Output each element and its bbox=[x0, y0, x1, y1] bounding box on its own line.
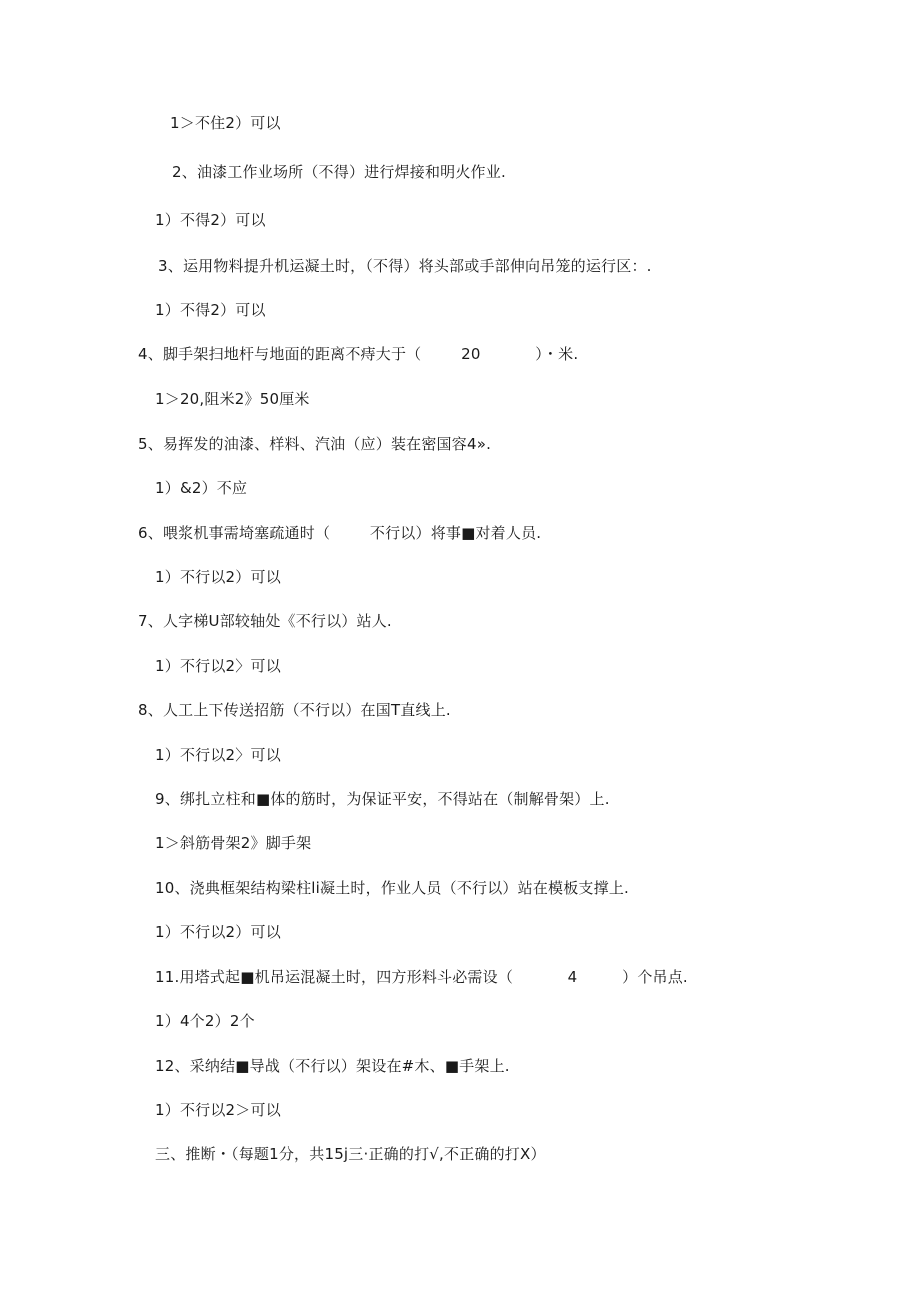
question-11: 11.用塔式起■机吊运混凝土时，四方形料斗必需设（ 4 ）个吊点. bbox=[155, 968, 688, 986]
answer-line-11: 1）4个2）2个 bbox=[155, 1012, 255, 1030]
question-3: 3、运用物料提升机运凝土时，（不得）将头部或手部伸向吊笼的运行区：. bbox=[158, 257, 652, 275]
question-10: 10、浇典框架结构梁柱li凝土时，作业人员（不行以）站在模板支撑上. bbox=[155, 879, 629, 897]
answer-line-8: 1）不行以2〉可以 bbox=[155, 746, 281, 764]
question-12: 12、采纳结■导战（不行以）架设在#木、■手架上. bbox=[155, 1057, 510, 1075]
answer-line-12: 1）不行以2＞可以 bbox=[155, 1101, 281, 1119]
answer-line-9: 1＞斜筋骨架2》脚手架 bbox=[155, 834, 312, 852]
question-8: 8、人工上下传送招筋（不行以）在国T直线上. bbox=[138, 701, 451, 719]
answer-line-7: 1）不行以2〉可以 bbox=[155, 657, 281, 675]
answer-line-2: 1）不得2）可以 bbox=[155, 211, 266, 229]
answer-line-3: 1）不得2）可以 bbox=[155, 301, 266, 319]
question-9: 9、绑扎立柱和■体的筋时，为保证平安，不得站在（制解骨架）上. bbox=[155, 790, 610, 808]
answer-line-4: 1＞20,阻米2》50厘米 bbox=[155, 390, 310, 408]
answer-line-5: 1）&2）不应 bbox=[155, 479, 248, 497]
question-5: 5、易挥发的油漆、样料、汽油（应）装在密国容4». bbox=[138, 435, 492, 453]
question-2: 2、油漆工作业场所（不得）进行焊接和明火作业. bbox=[172, 163, 506, 181]
section-heading-judgment: 三、推断・（每题1分，共15j三·正确的打√,不正确的打X） bbox=[155, 1145, 546, 1163]
question-6: 6、喂浆机事需埼塞疏通时（ 不行以）将事■对着人员. bbox=[138, 524, 542, 542]
question-4: 4、脚手架扫地杆与地面的距离不痔大于（ 20 ）・米. bbox=[138, 345, 579, 363]
answer-line-6: 1）不行以2）可以 bbox=[155, 568, 281, 586]
answer-line-1: 1＞不住2）可以 bbox=[170, 114, 281, 132]
question-7: 7、人字梯U部较轴处《不行以）站人. bbox=[138, 612, 392, 630]
answer-line-10: 1）不行以2）可以 bbox=[155, 923, 281, 941]
